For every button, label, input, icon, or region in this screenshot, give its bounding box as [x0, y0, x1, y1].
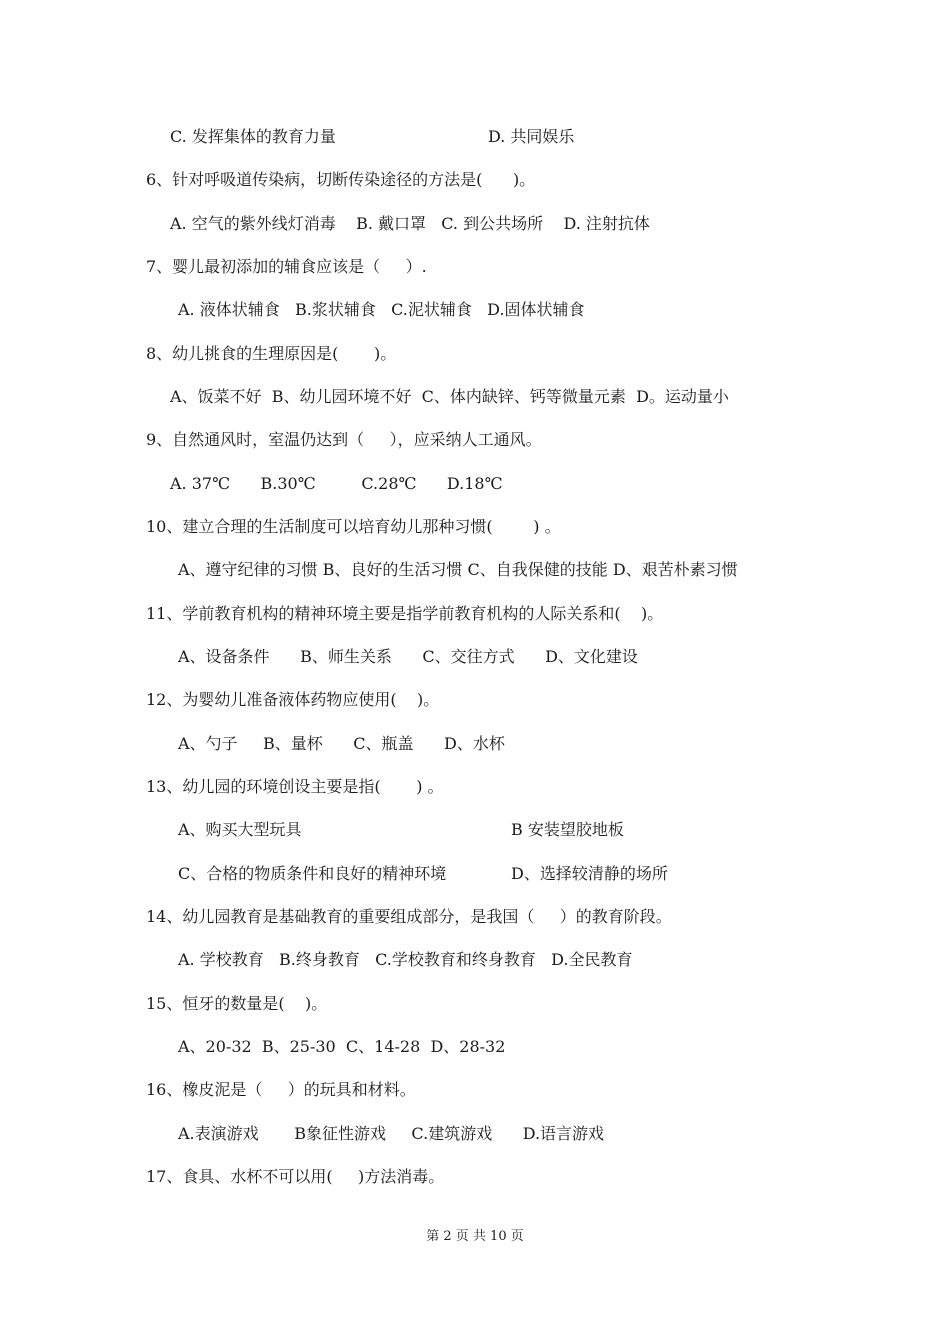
question-12: 12、为婴幼儿准备液体药物应使用( )。 [146, 690, 440, 709]
question-16-options: A.表演游戏 B象征性游戏 C.建筑游戏 D.语言游戏 [178, 1124, 605, 1143]
q5-option-c: C. 发挥集体的教育力量 [170, 127, 336, 146]
question-13: 13、幼儿园的环境创设主要是指( ) 。 [146, 777, 444, 796]
question-11-options: A、设备条件 B、师生关系 C、交往方式 D、文化建设 [178, 647, 638, 666]
question-17: 17、食具、水杯不可以用( )方法消毒。 [146, 1167, 445, 1186]
question-13-option-d: D、选择较清静的场所 [511, 864, 668, 883]
question-12-options: A、勺子 B、量杯 C、瓶盖 D、水杯 [178, 734, 505, 753]
question-10: 10、建立合理的生活制度可以培育幼儿那种习惯( ) 。 [146, 517, 561, 536]
page-footer: 第 2 页 共 10 页 [426, 1229, 524, 1244]
question-15-options: A、20-32 B、25-30 C、14-28 D、28-32 [178, 1037, 506, 1056]
question-9-options: A. 37℃ B.30℃ C.28℃ D.18℃ [170, 474, 503, 493]
question-11: 11、学前教育机构的精神环境主要是指学前教育机构的人际关系和( )。 [146, 604, 664, 623]
question-8-options: A、饭菜不好 B、幼儿园环境不好 C、体内缺锌、钙等微量元素 D。运动量小 [170, 387, 729, 406]
question-6-options: A. 空气的紫外线灯消毒 B. 戴口罩 C. 到公共场所 D. 注射抗体 [170, 214, 650, 233]
question-7-options: A. 液体状辅食 B.浆状辅食 C.泥状辅食 D.固体状辅食 [178, 300, 585, 319]
question-13-option-c: C、合格的物质条件和良好的精神环境 [178, 864, 447, 883]
question-13-option-a: A、购买大型玩具 [178, 820, 302, 839]
question-9: 9、自然通风时，室温仍达到（ ），应采纳人工通风。 [146, 430, 542, 449]
question-10-options: A、遵守纪律的习惯 B、良好的生活习惯 C、自我保健的技能 D、艰苦朴素习惯 [178, 560, 738, 579]
question-8: 8、幼儿挑食的生理原因是( )。 [146, 344, 397, 363]
q5-option-d: D. 共同娱乐 [488, 127, 575, 146]
question-14: 14、幼儿园教育是基础教育的重要组成部分，是我国（ ）的教育阶段。 [146, 907, 672, 926]
question-13-option-b: B 安装望胶地板 [511, 820, 624, 839]
question-15: 15、恒牙的数量是( )。 [146, 994, 328, 1013]
question-6: 6、针对呼吸道传染病，切断传染途径的方法是( )。 [146, 170, 536, 189]
question-16: 16、橡皮泥是（ ）的玩具和材料。 [146, 1080, 416, 1099]
question-14-options: A. 学校教育 B.终身教育 C.学校教育和终身教育 D.全民教育 [178, 950, 633, 969]
question-7: 7、婴儿最初添加的辅食应该是（ ）. [146, 257, 427, 276]
